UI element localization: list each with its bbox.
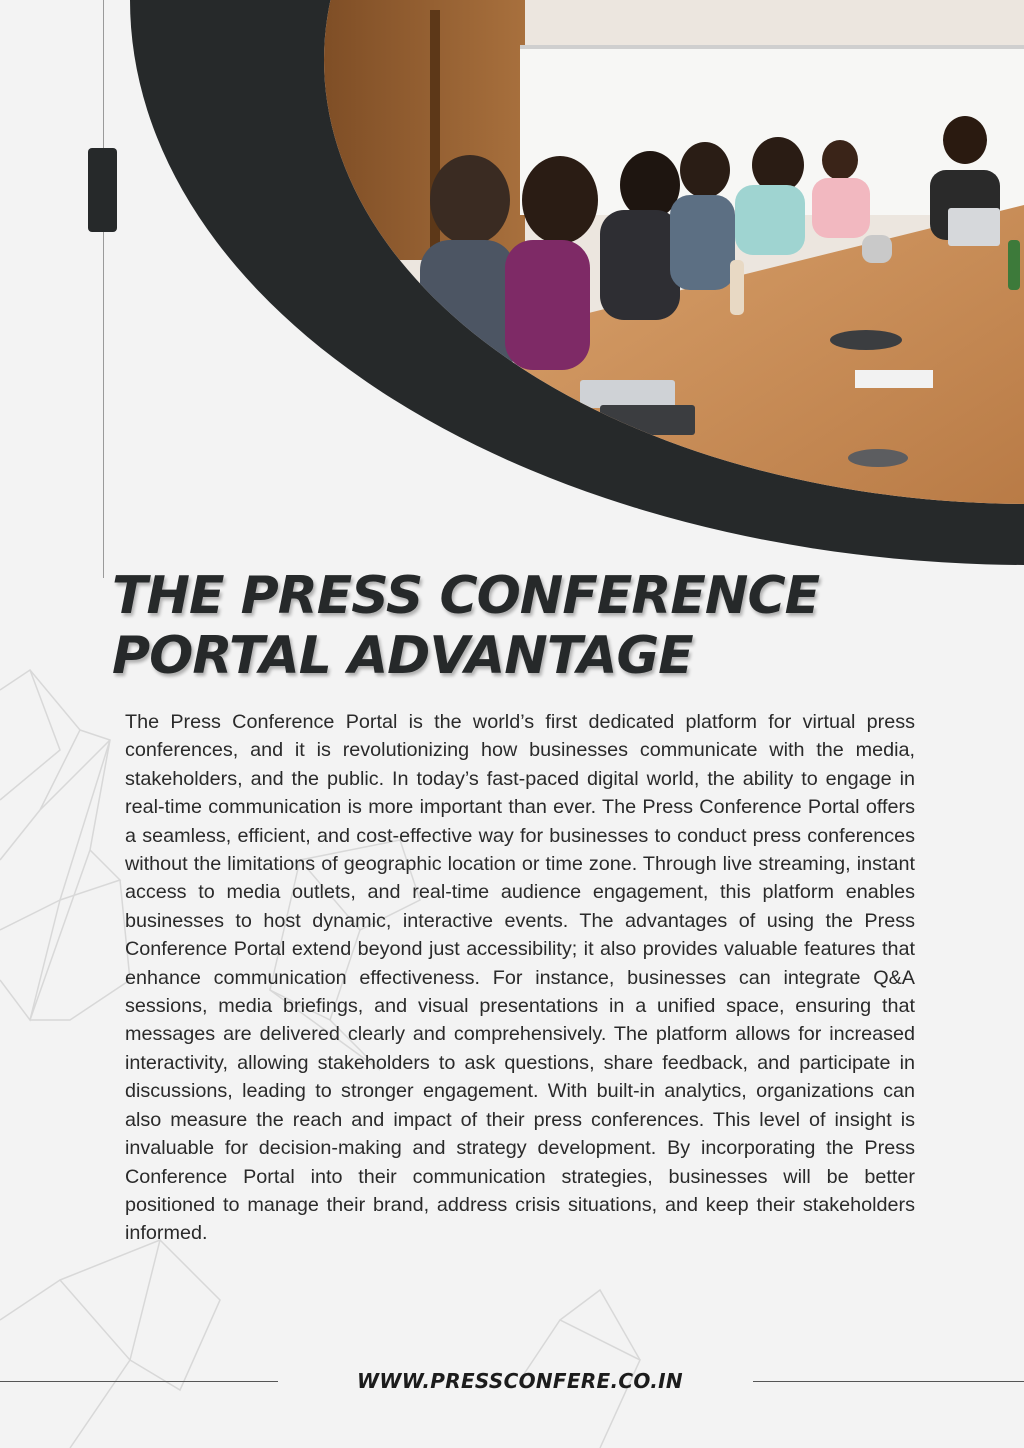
footer-website-link[interactable]: WWW.PRESSCONFERE.CO.IN: [357, 1369, 683, 1393]
side-tab-marker: [88, 148, 117, 232]
title-line-2: PORTAL ADVANTAGE: [112, 626, 693, 686]
hero-arc-graphic: [0, 0, 1024, 580]
vertical-guide-line: [103, 0, 104, 578]
body-paragraph: The Press Conference Portal is the world’s first dedicated platform for virtual press conferences, and it is revolutionizing how businesses communicate with the media, stakeholders, and the public. In today’s fast-paced digital world, the ability to engage in real-time communication is more important than ever. The Press Conference Portal offers a seamless, efficient, and cost-effective way for businesses to conduct press conferences without the limitations of geographic location or time zone. Through live streaming, instant access to media outlets, and real-time audience engagement, this platform enables businesses to host dynamic, interactive events. The advantages of using the Press Conference Portal extend beyond just accessibility; it also provides valuable features that enhance communication effectiveness. For instance, businesses can integrate Q&A sessions, media briefings, and visual presentations in a unified space, ensuring that messages are delivered clearly and comprehensively. The platform allows for increased interactivity, allowing stakeholders to ask questions, share feedback, and participate in discussions, leading to stronger engagement. With built-in analytics, organizations can also measure the reach and impact of their press conferences. This level of insight is invaluable for decision-making and strategy development. By incorporating the Press Conference Portal into their communication strategies, businesses will be better positioned to manage their brand, address crisis situations, and keep their stakeholders informed.: [125, 711, 915, 1245]
footer-rule-left: [0, 1381, 278, 1382]
title-line-1: THE PRESS CONFERENCE: [112, 566, 820, 626]
page-title: [112, 566, 972, 686]
footer-rule-right: [753, 1381, 1024, 1382]
